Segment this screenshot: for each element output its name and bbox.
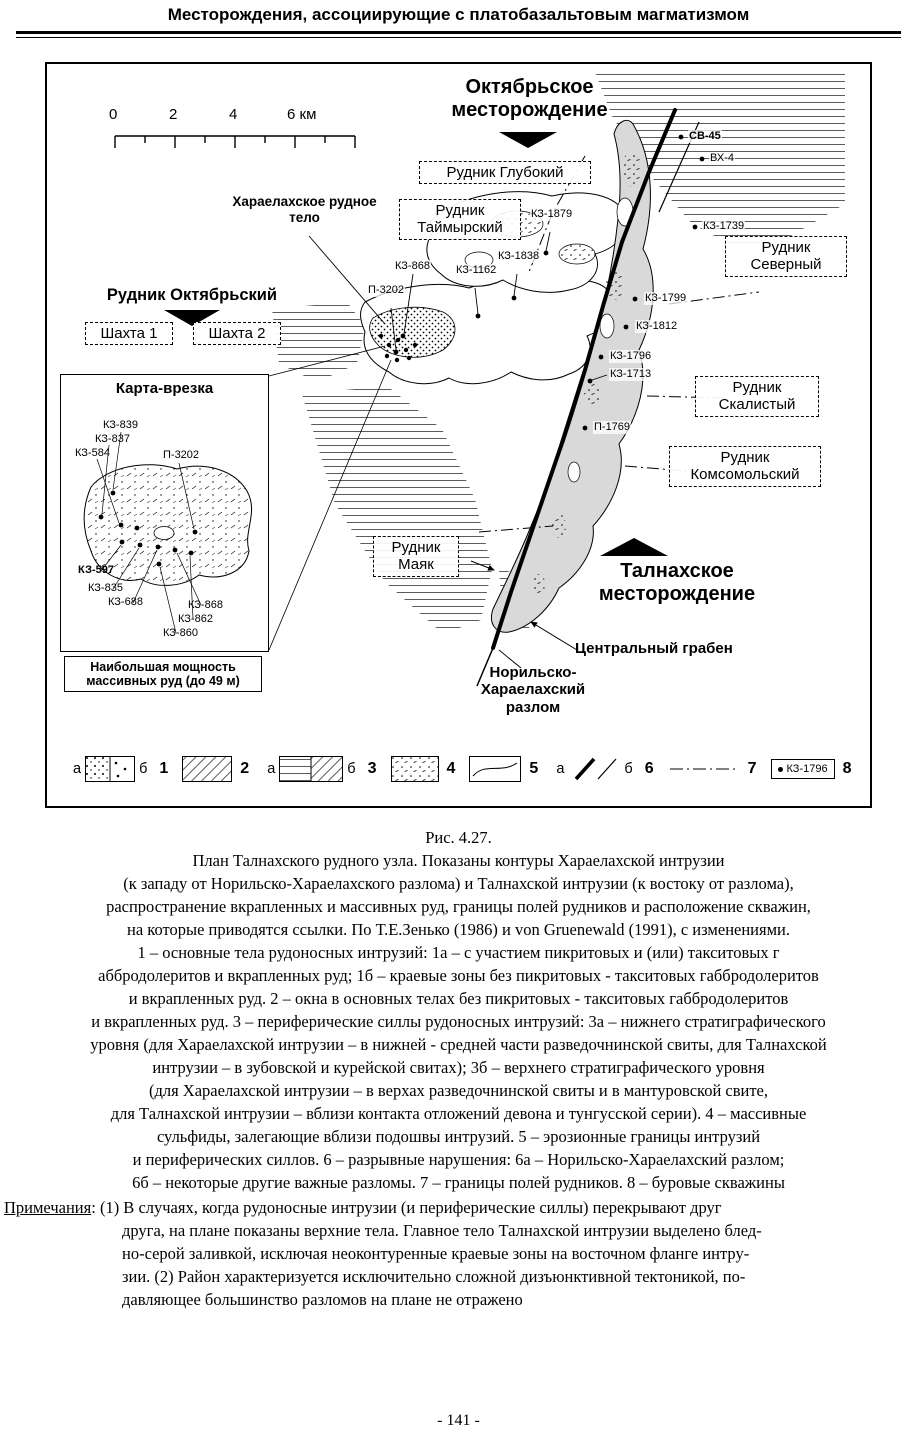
legend-6-number: 6: [644, 760, 654, 777]
notes-line: друга, на плане показаны верхние тела. Главное тело Талнахской интрузии выделено блед-: [122, 1221, 762, 1240]
legend-item-1: [69, 756, 168, 782]
caption-line: уровня (для Хараелахской интрузии – в нижней - средней части разведочнинской свиты, для Талнахской: [90, 1035, 827, 1054]
figure-number: Рис. 4.27.: [425, 828, 492, 847]
notes-first-line: [4, 1196, 905, 1219]
legend-item-8: [771, 759, 852, 779]
label-mine-mayak: Рудник Маяк: [373, 536, 459, 577]
label-shakhta-2: Шахта 2: [193, 322, 281, 345]
inset-map-graphic: [61, 375, 267, 649]
scale-tick-0: 0: [109, 106, 118, 123]
label-borehole-k1838: КЗ-1838: [498, 250, 540, 262]
inset-label-k839: КЗ-839: [103, 419, 138, 431]
label-mine-taimyrsky: Рудник Таймырский: [399, 199, 521, 240]
legend-1b-label: б: [139, 761, 148, 777]
legend-5-number: 5: [529, 760, 539, 777]
legend-8-number: 8: [842, 760, 852, 777]
caption-line: на которые приводятся ссылки. По Т.Е.Зенько (1986) и von Gruenewald (1991), с изменениями.: [127, 920, 790, 939]
label-borehole-p1769: П-1769: [594, 421, 631, 433]
caption-line: План Талнахского рудного узла. Показаны контуры Хараелахской интрузии: [192, 851, 725, 870]
inset-label-k597: КЗ-597: [78, 564, 115, 576]
inset-window: [154, 527, 174, 540]
inset-label-p3202: П-3202: [163, 449, 200, 461]
caption-line: интрузии – в зубовской и курейской свитах); 3б – верхнего стратиграфического уровня: [152, 1058, 765, 1077]
inset-label-k860: КЗ-860: [163, 627, 198, 639]
notes-line: давляющее большинство разломов на плане не отражено: [122, 1290, 523, 1309]
label-borehole-k1713: КЗ-1713: [610, 368, 652, 380]
legend-2-number: 2: [240, 760, 250, 777]
central-graben-arrow: [531, 622, 577, 650]
caption-line: аббродолеритов и вкрапленных руд; 1б – краевые зоны без пикритовых - такситовых габбродолеритов: [98, 966, 819, 985]
scale-bar: [115, 136, 355, 148]
label-mine-severny: Рудник Северный: [725, 236, 847, 277]
caption-line: (к западу от Норильско-Хараелахского разлома) и Талнахской интрузии (к востоку от разлома),: [123, 874, 794, 893]
inset-label-k584: КЗ-584: [75, 447, 110, 459]
label-borehole-k1799: КЗ-1799: [645, 292, 687, 304]
legend-item-2: [182, 756, 249, 782]
label-mine-skalisty: Рудник Скалистый: [695, 376, 819, 417]
caption-line: распространение вкрапленных и массивных руд, границы полей рудников и расположение скважин,: [106, 897, 811, 916]
inset-label-k837: КЗ-837: [95, 433, 130, 445]
caption-line: 6б – некоторые другие важные разломы. 7 – границы полей рудников. 8 – буровые скважины: [132, 1173, 785, 1192]
notes-first-text: : (1) В случаях, когда рудоносные интрузии (и периферические силлы) перекрывают друг: [91, 1198, 722, 1217]
inset-label-k868: КЗ-868: [188, 599, 223, 611]
legend-4-number: 4: [446, 760, 456, 777]
caption-line: 1 – основные тела рудоносных интрузий: 1а – с участием пикритовых и (или) такситовых г: [137, 943, 780, 962]
label-borehole-k1879: КЗ-1879: [531, 208, 573, 220]
legend-7-number: 7: [747, 760, 757, 777]
legend-3-number: 3: [367, 760, 377, 777]
inset-label-k835: КЗ-835: [88, 582, 123, 594]
legend-6b-label: б: [624, 761, 633, 777]
label-borehole-k1796: КЗ-1796: [610, 350, 652, 362]
legend-3-swatch: [279, 756, 343, 782]
caption-line: сульфиды, залегающие вблизи подошвы интрузий. 5 – эрозионные границы интрузий: [156, 1127, 761, 1146]
inset-map: [60, 374, 269, 652]
legend-1-number: 1: [159, 760, 169, 777]
talnakhskoe-pointer-icon: [600, 538, 668, 556]
scale-tick-2: 2: [169, 106, 178, 123]
hatch-region-southwest: [302, 386, 492, 634]
borehole-dot-icon: [778, 767, 783, 772]
caption-line: и вкрапленных руд. 2 – окна в основных телах без пикритовых - такситовых габбродолеритов: [128, 989, 789, 1008]
label-borehole-vkh4: ВХ-4: [710, 152, 734, 164]
legend-8-swatch: [771, 759, 835, 779]
legend-8-sample: КЗ-1796: [786, 763, 828, 775]
inset-note-box: Наибольшая мощность массивных руд (до 49 м): [64, 656, 262, 692]
figure-caption: [10, 826, 907, 1194]
legend-item-5: [469, 756, 538, 782]
caption-line: для Талнахской интрузии – вблизи контакта отложений девона и тунгусской серии). 4 – массивные: [110, 1104, 807, 1123]
label-borehole-k868: КЗ-868: [395, 260, 430, 272]
label-fault-name: Норильско-Хараелахский разлом: [480, 664, 586, 716]
map-figure: [45, 62, 872, 808]
legend-1a-label: а: [73, 761, 82, 777]
oktyabrskoe-pointer-icon: [499, 132, 557, 148]
label-oktyabrskoe-deposit: Октябрьское месторождение: [451, 76, 608, 121]
label-mine-komsomolsky: Рудник Комсомольский: [669, 446, 821, 487]
label-borehole-k1739: КЗ-1739: [703, 220, 745, 232]
notes-block: [4, 1196, 905, 1311]
label-mine-oktyabrsky: Рудник Октябрьский: [106, 286, 278, 304]
label-borehole-sv45: СВ-45: [689, 130, 721, 142]
legend-5-swatch: [469, 756, 521, 782]
label-borehole-p3202: П-3202: [368, 284, 405, 296]
label-borehole-k1162: КЗ-1162: [456, 264, 497, 276]
legend-item-6: [552, 756, 653, 782]
legend-item-4: [391, 756, 456, 782]
inset-label-k688: КЗ-688: [108, 596, 143, 608]
notes-label: Примечания: [4, 1198, 92, 1217]
caption-line: и периферических силлов. 6 – разрывные нарушения: 6а – Норильско-Хараелахский разлом;: [132, 1150, 785, 1169]
legend-1-swatch: [85, 756, 135, 782]
header-rule: [16, 31, 901, 38]
page-number: - 141 -: [437, 1412, 480, 1429]
label-borehole-k1812: КЗ-1812: [636, 320, 678, 332]
label-talnakhskoe-deposit: Талнахское месторождение: [598, 560, 756, 605]
label-central-graben: Центральный грабен: [575, 640, 733, 657]
inset-label-k862: КЗ-862: [178, 613, 213, 625]
caption-line: и вкрапленных руд. 3 – периферические силлы рудоносных интрузий: 3а – нижнего стратиграфического: [91, 1012, 826, 1031]
hatch-region-west: [272, 302, 365, 382]
legend-3b-label: б: [347, 761, 356, 777]
legend-2-swatch: [182, 756, 232, 782]
caption-line: (для Хараелахской интрузии – в верхах разведочнинской свиты и в мантуровской свите,: [148, 1081, 769, 1100]
notes-line: но-серой заливкой, исключая неоконтуренные краевые зоны на восточном фланге интру-: [122, 1244, 750, 1263]
label-mine-gluboky: Рудник Глубокий: [419, 161, 591, 184]
legend-item-3: [263, 756, 376, 782]
legend-6-swatch: [568, 756, 620, 782]
inset-title: Карта-врезка: [115, 380, 214, 397]
legend-item-7: [668, 756, 757, 782]
scale-tick-6km: 6 км: [287, 106, 317, 123]
scale-tick-4: 4: [229, 106, 238, 123]
legend-7-swatch: [668, 756, 740, 782]
page-header: Месторождения, ассоциирующие с платобазальтовым магматизмом: [167, 5, 750, 24]
label-shakhta-1: Шахта 1: [85, 322, 173, 345]
legend-3a-label: а: [267, 761, 276, 777]
label-kharaelakh-ore-body: Хараелахское рудное тело: [232, 194, 377, 225]
legend-6a-label: а: [556, 761, 565, 777]
map-legend: [69, 752, 869, 786]
notes-line: зии. (2) Район характеризуется исключительно сложной дизъюнктивной тектоникой, по-: [122, 1267, 746, 1286]
legend-4-swatch: [391, 756, 439, 782]
